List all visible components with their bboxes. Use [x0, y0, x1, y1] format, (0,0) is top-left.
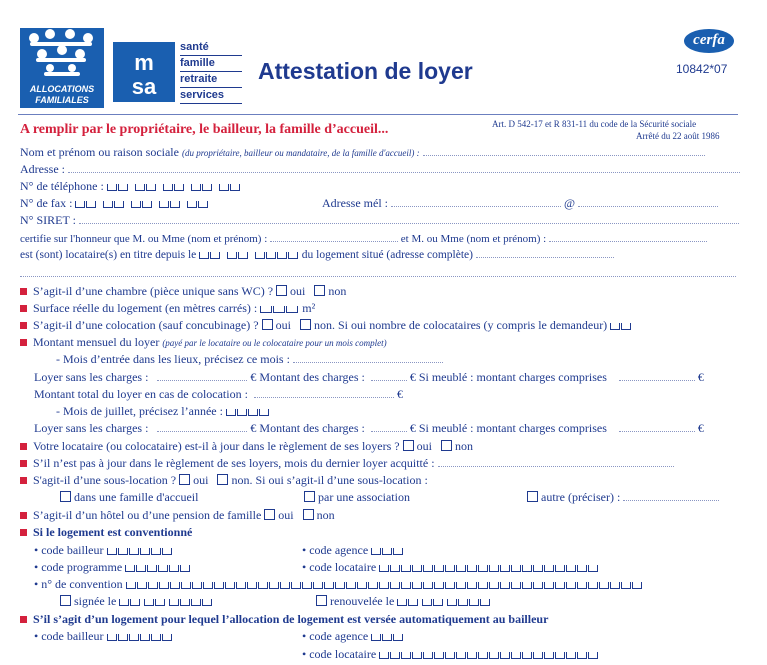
code-locataire-field-2[interactable] — [379, 647, 599, 661]
opt-family-label: dans une famille d'accueil — [74, 490, 199, 504]
family-figures-icon — [20, 28, 104, 80]
charges-field[interactable] — [371, 371, 407, 381]
name-field[interactable] — [423, 146, 705, 156]
opt-other-label: autre (préciser) : — [541, 490, 621, 504]
euro-sign: € — [409, 421, 416, 435]
bullet-icon — [20, 460, 27, 467]
q-surface: Surface réelle du logement (en mètres carrés) : — [33, 301, 258, 315]
housing-label: du logement situé (adresse complète) — [301, 249, 473, 261]
section-heading: A remplir par le propriétaire, le bailleur, la famille d’accueil... — [20, 122, 389, 137]
coloc-non-checkbox[interactable] — [300, 319, 311, 330]
euro-sign: € — [396, 387, 403, 401]
code-agence-label-2: • code agence — [302, 629, 369, 643]
at-sign: @ — [563, 196, 576, 210]
q-coloc: S’agit-il d’une colocation (sauf concubinage) ? — [33, 318, 259, 332]
code-agence-label: • code agence — [302, 543, 369, 557]
bullet-icon — [20, 443, 27, 450]
q-sublet: S'agit-il d’une sous-location ? — [33, 473, 177, 487]
name-note: (du propriétaire, bailleur ou mandataire, de la famille d'accueil) : — [181, 148, 420, 158]
sublet-non-label: non. Si oui s’agit-il d’une sous-location : — [231, 473, 428, 487]
q-last-paid: S’il n’est pas à jour dans le règlement de ses loyers, mois du dernier loyer acquitté : — [33, 456, 435, 470]
svg-text:m: m — [134, 50, 154, 75]
page-title: Attestation de loyer — [258, 58, 473, 84]
signed-date-field[interactable] — [119, 594, 213, 608]
last-paid-field[interactable] — [438, 457, 674, 467]
svg-text:sa: sa — [131, 74, 157, 99]
bullet-icon — [20, 512, 27, 519]
renewed-label: renouvelée le — [330, 594, 395, 608]
coloc-non-label: non. Si oui nombre de colocataires (y compris le demandeur) — [313, 318, 608, 332]
and-label: et M. ou Mme (nom et prénom) : — [400, 233, 547, 245]
total-coloc-field[interactable] — [254, 388, 394, 398]
furnished-field[interactable] — [619, 371, 695, 381]
msa-logo — [113, 42, 175, 102]
bullet-icon — [20, 288, 27, 295]
fax-field[interactable] — [75, 196, 209, 210]
euro-sign: € — [697, 421, 704, 435]
rent-no-charges-field-2[interactable] — [157, 422, 247, 432]
code-agence-field[interactable] — [371, 543, 404, 557]
euro-sign: € — [250, 421, 257, 435]
housing-address-line-2[interactable] — [20, 267, 736, 277]
family-checkbox[interactable] — [60, 491, 71, 502]
coloc-count-field[interactable] — [610, 318, 632, 332]
signed-label: signée le — [74, 594, 117, 608]
divider — [18, 114, 738, 115]
july-year-field[interactable] — [226, 404, 270, 418]
tenant-date-field[interactable] — [199, 249, 302, 261]
charges-label-2: Montant des charges : — [259, 421, 365, 435]
convention-field[interactable] — [126, 577, 643, 591]
charges-label: Montant des charges : — [259, 370, 365, 384]
oui-label: oui — [416, 439, 432, 453]
legal-date: Arrêté du 22 août 1986 — [636, 131, 720, 141]
code-locataire-label: • code locataire — [302, 560, 377, 574]
fax-label: N° de fax : — [20, 196, 73, 210]
certify-name-field[interactable] — [270, 232, 398, 242]
code-agence-field-2[interactable] — [371, 629, 404, 643]
hotel-oui-checkbox[interactable] — [264, 509, 275, 520]
bullet-icon — [20, 616, 27, 623]
furnished-label-2: Si meublé : montant charges comprises — [418, 421, 607, 435]
uptodate-oui-checkbox[interactable] — [403, 440, 414, 451]
caf-logo-text: ALLOCATIONS FAMILIALES — [29, 84, 95, 105]
room-oui-checkbox[interactable] — [276, 285, 287, 296]
name-label: Nom et prénom ou raison sociale — [20, 145, 179, 159]
tenant-label: est (sont) locataire(s) en titre depuis le — [20, 249, 197, 261]
furnished-label: Si meublé : montant charges comprises — [418, 370, 607, 384]
oui-label: oui — [290, 284, 306, 298]
phone-label: N° de téléphone : — [20, 179, 104, 193]
rent-no-charges-field[interactable] — [157, 371, 247, 381]
charges-field-2[interactable] — [371, 422, 407, 432]
certify-label: certifie sur l'honneur que M. ou Mme (nom et prénom) : — [20, 233, 268, 245]
oui-label: oui — [193, 473, 209, 487]
coloc-oui-checkbox[interactable] — [262, 319, 273, 330]
convention-label: • n° de convention — [34, 577, 123, 591]
sublet-oui-checkbox[interactable] — [179, 474, 190, 485]
sublet-non-checkbox[interactable] — [217, 474, 228, 485]
code-bailleur-field[interactable] — [107, 543, 173, 557]
code-programme-label: • code programme — [34, 560, 123, 574]
m2-unit: m² — [302, 301, 316, 315]
euro-sign: € — [250, 370, 257, 384]
siret-field[interactable] — [79, 214, 739, 224]
bullet-icon — [20, 477, 27, 484]
non-label: non — [454, 439, 473, 453]
code-bailleur-field-2[interactable] — [107, 629, 173, 643]
q-uptodate: Votre locataire (ou colocataire) est-il à jour dans le règlement de ses loyers ? — [33, 439, 400, 453]
total-coloc-label: Montant total du loyer en cas de colocation : — [34, 387, 248, 401]
oui-label: oui — [278, 508, 294, 522]
euro-sign: € — [697, 370, 704, 384]
msa-tagline: santé famille retraite services — [180, 40, 242, 104]
email-user-field[interactable] — [391, 197, 561, 207]
bullet-icon — [20, 339, 27, 346]
auto-heading: S’il s’agit d’un logement pour lequel l’allocation de logement est versée automatiquement au bailleur — [33, 612, 549, 626]
code-locataire-field[interactable] — [379, 560, 599, 574]
association-checkbox[interactable] — [304, 491, 315, 502]
rent-note: (payé par le locataire ou le colocataire pour un mois complet) — [162, 338, 387, 348]
room-non-checkbox[interactable] — [314, 285, 325, 296]
cerfa-number: 10842*07 — [676, 62, 728, 76]
msa-logo-icon — [113, 42, 175, 102]
entry-month-label: - Mois d’entrée dans les lieux, précisez ce mois : — [56, 352, 290, 366]
legal-reference: Art. D 542-17 et R 831-11 du code de la Sécurité sociale — [492, 119, 697, 129]
uptodate-non-checkbox[interactable] — [441, 440, 452, 451]
code-bailleur-label-2: • code bailleur — [34, 629, 104, 643]
euro-sign: € — [409, 370, 416, 384]
phone-field[interactable] — [107, 179, 241, 193]
opt-assoc-label: par une association — [318, 490, 410, 504]
caf-logo — [20, 28, 104, 108]
other-field[interactable] — [623, 491, 719, 501]
oui-label: oui — [275, 318, 291, 332]
renewed-date-field[interactable] — [397, 594, 491, 608]
siret-label: N° SIRET : — [20, 213, 76, 227]
q-hotel: S’agit-il d’un hôtel ou d’une pension de famille — [33, 508, 262, 522]
code-locataire-label-2: • code locataire — [302, 647, 377, 661]
email-domain-field[interactable] — [578, 197, 718, 207]
housing-address-field[interactable] — [476, 248, 614, 258]
bullet-icon — [20, 322, 27, 329]
surface-field[interactable] — [260, 301, 299, 315]
rent-no-charges-label-2: Loyer sans les charges : — [34, 421, 149, 435]
signed-checkbox[interactable] — [60, 595, 71, 606]
july-label: - Mois de juillet, précisez l’année : — [56, 404, 223, 418]
entry-month-field[interactable] — [293, 353, 443, 363]
bullet-icon — [20, 529, 27, 536]
bullet-icon — [20, 305, 27, 312]
address-label: Adresse : — [20, 162, 65, 176]
second-name-field[interactable] — [549, 232, 707, 242]
address-field[interactable] — [68, 163, 740, 173]
renewed-checkbox[interactable] — [316, 595, 327, 606]
conv-heading: Si le logement est conventionné — [33, 525, 193, 539]
non-label: non — [328, 284, 347, 298]
cerfa-logo: cerfa — [684, 29, 734, 53]
email-label: Adresse mél : — [322, 196, 388, 210]
rent-no-charges-label: Loyer sans les charges : — [34, 370, 149, 384]
furnished-field-2[interactable] — [619, 422, 695, 432]
other-checkbox[interactable] — [527, 491, 538, 502]
code-programme-field[interactable] — [125, 560, 191, 574]
code-bailleur-label: • code bailleur — [34, 543, 104, 557]
hotel-non-checkbox[interactable] — [303, 509, 314, 520]
q-room: S’agit-il d’une chambre (pièce unique sans WC) ? — [33, 284, 274, 298]
non-label: non — [316, 508, 335, 522]
q-rent: Montant mensuel du loyer — [33, 335, 160, 349]
